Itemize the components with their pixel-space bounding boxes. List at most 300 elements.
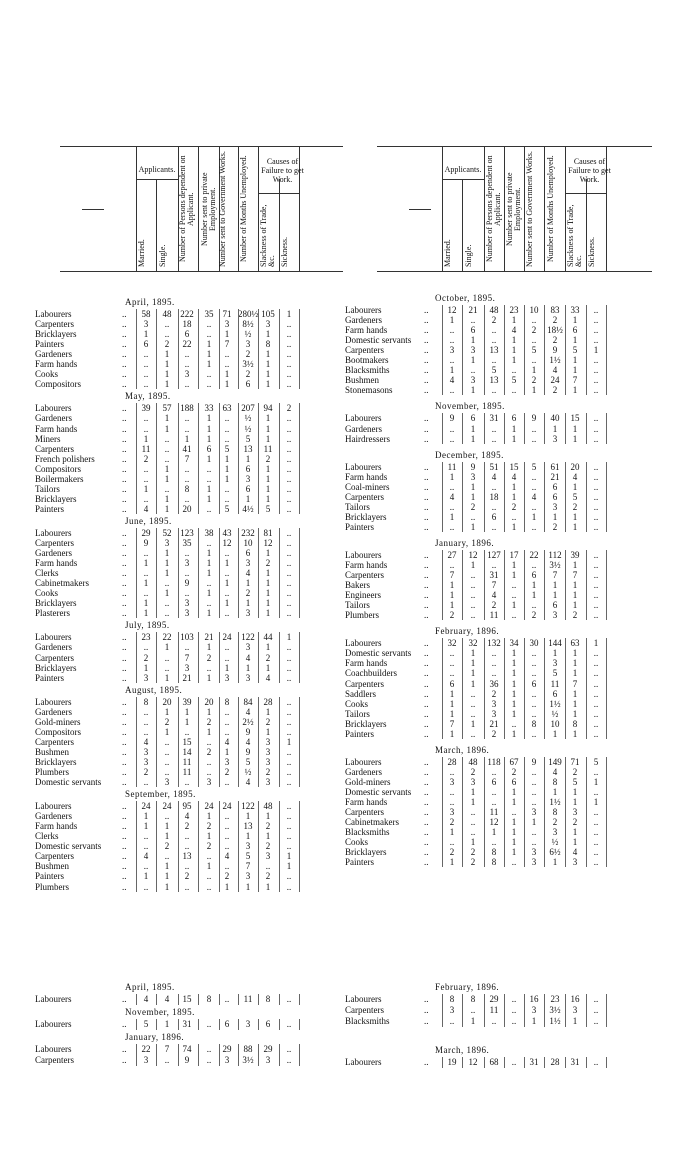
cell-value: 1 [143, 329, 149, 340]
cell-value: .. [286, 696, 292, 707]
cell-value: 1 [245, 598, 251, 609]
cell-value: .. [593, 315, 599, 326]
cell-value: 1 [206, 483, 212, 494]
cell-value: .. [531, 688, 537, 699]
cell-value: .. [593, 766, 599, 777]
cell-value: 21 [204, 632, 214, 643]
table-row: Bushmen .. 3 .. 14 2 1 9 3 .. [35, 747, 319, 758]
cell-value: ½ [551, 837, 559, 848]
cell-value: .. [143, 493, 149, 504]
occupation: Farm hands [35, 359, 78, 370]
cell-value: 3 [449, 1005, 455, 1015]
cell-value: 1 [572, 728, 578, 739]
cell-value: .. [164, 851, 170, 862]
cell-value: .. [164, 652, 170, 663]
cell-value: 1 [511, 678, 517, 689]
cell-value: 1 [470, 335, 476, 346]
cell-value: 6 [470, 413, 476, 424]
cell-value: 1 [265, 598, 271, 609]
cell-value: 1½ [549, 797, 561, 807]
cell-value: 7 [491, 580, 497, 591]
cell-value: 21 [550, 471, 560, 482]
cell-value: .. [184, 548, 190, 559]
cell-value: 29 [489, 994, 499, 1004]
cell-value: 21 [489, 718, 499, 729]
cell-value: 35 [204, 309, 214, 319]
cell-value: 4 [143, 851, 149, 862]
table-row: Clerks .. .. 1 .. 1 .. 1 1 .. [35, 831, 319, 842]
cell-value: 39 [182, 696, 192, 707]
table-row: Bricklayers .. 1 .. 6 .. 1 ½ 1 .. [35, 329, 319, 340]
occupation: Carpenters [345, 678, 384, 689]
cell-value: 3 [449, 345, 455, 356]
cell-value: .. [491, 335, 497, 346]
cell-value: 4 [164, 994, 170, 1004]
occupation: Labourers [345, 549, 382, 560]
occupation: Domestic servants [345, 335, 412, 346]
cell-value: .. [286, 359, 292, 370]
cell-value: 1 [511, 648, 517, 659]
cell-value: .. [286, 413, 292, 424]
cell-value: 2 [470, 501, 476, 512]
table-row: Gardeners .. .. 1 .. 1 .. 6 1 .. [35, 548, 319, 559]
cell-value: 39 [570, 549, 580, 560]
cell-value: 3 [184, 598, 190, 609]
cell-value: 7 [245, 861, 251, 872]
table-row: Bakers .. 1 .. 7 .. 1 1 1 .. [345, 580, 626, 591]
cell-value: 1 [265, 483, 271, 494]
cell-value: 3 [245, 608, 251, 619]
cell-value: 3 [265, 851, 271, 862]
cell-value: .. [224, 861, 230, 872]
cell-value: 12 [468, 1057, 478, 1067]
table-row: Labourers .. 28 48 118 67 9 149 71 5 [345, 757, 626, 768]
occupation: Gardeners [35, 349, 72, 360]
cell-value: 3 [572, 1005, 578, 1015]
cell-value: 48 [468, 756, 478, 767]
cell-value: .. [470, 580, 476, 591]
government-works-header: Number sent to Government Works. [525, 151, 534, 267]
cell-value: 2 [206, 746, 212, 757]
cell-value: .. [164, 767, 170, 777]
cell-value: 4 [511, 471, 517, 482]
occupation: Carpenters [35, 652, 74, 663]
cell-value: 6 [552, 600, 558, 611]
cell-value: .. [593, 481, 599, 492]
cell-value: .. [286, 473, 292, 484]
cell-value: .. [184, 777, 190, 788]
cell-value: .. [470, 817, 476, 828]
cell-value: 2 [265, 453, 271, 464]
cell-value: 8 [143, 696, 149, 707]
cell-value: 13 [243, 821, 253, 832]
cell-value: 1 [206, 811, 212, 822]
cell-value: .. [286, 767, 292, 777]
cell-value: 2 [491, 315, 497, 326]
cell-value: 4 [143, 736, 149, 747]
cell-value: .. [593, 570, 599, 581]
cell-value: .. [593, 501, 599, 512]
occupation: Plumbers [35, 881, 70, 892]
cell-value: 1 [206, 339, 212, 350]
occupation: Carpenters [35, 736, 74, 747]
cell-value: 1 [245, 881, 251, 892]
cell-value: 8 [265, 994, 271, 1004]
cell-value: 1 [552, 590, 558, 601]
cell-value: 5 [531, 461, 537, 472]
cell-value: .. [491, 481, 497, 492]
cell-value: 8 [449, 994, 455, 1004]
cell-value: 2 [572, 610, 578, 621]
occupation: Plumbers [35, 767, 70, 777]
cell-value: .. [224, 716, 230, 727]
cell-value: .. [286, 319, 292, 330]
cell-value: .. [286, 598, 292, 609]
cell-value: .. [224, 811, 230, 822]
occupation: Labourers [35, 801, 72, 812]
cell-value: 6 [184, 329, 190, 340]
cell-value: 1 [184, 716, 190, 727]
cell-value: 8 [572, 718, 578, 729]
cell-value: .. [184, 423, 190, 434]
cell-value: ½ [244, 423, 252, 434]
cell-value: .. [593, 423, 599, 434]
cell-value: .. [470, 688, 476, 699]
cell-value: .. [224, 548, 230, 559]
cell-value: 105 [261, 309, 275, 319]
occupation: Carpenters [345, 491, 384, 502]
cell-value: 3 [245, 1019, 251, 1029]
occupation: Cabinetmakers [345, 817, 399, 828]
cell-value: .. [224, 349, 230, 360]
cell-value: 38 [204, 527, 214, 538]
cell-value: .. [470, 698, 476, 709]
cell-value: .. [206, 319, 212, 330]
table-row: Gardeners .. .. 1 .. 1 .. 1 1 .. [345, 424, 626, 435]
cell-value: 118 [487, 756, 501, 767]
cell-value: 3 [164, 777, 170, 788]
cell-value: .. [184, 413, 190, 424]
cell-value: 9 [143, 538, 149, 548]
table-row: Farm hands .. .. 1 .. 1 .. ½ 1 .. [35, 424, 319, 435]
table-row: Labourers .. 19 12 68 .. 31 28 31 .. [345, 1057, 626, 1068]
cell-value: 8 [552, 776, 558, 787]
cell-value: 71 [570, 756, 580, 767]
table-row: Labourers .. 8 20 39 20 8 84 28 .. [35, 697, 319, 708]
cell-value: 33 [204, 403, 214, 414]
cell-value: 2 [470, 766, 476, 777]
cell-value: .. [206, 871, 212, 882]
cell-value: 1 [164, 359, 170, 370]
cell-value: 4 [143, 503, 149, 514]
cell-value: 15 [182, 994, 192, 1004]
cell-value: .. [449, 648, 455, 659]
cell-value: .. [224, 841, 230, 852]
cell-value: .. [593, 786, 599, 797]
cell-value: 27 [447, 549, 457, 560]
cell-value: 1 [470, 423, 476, 434]
cell-value: 5 [224, 503, 230, 514]
cell-value: 1 [164, 413, 170, 424]
cell-value: 232 [241, 527, 255, 538]
cell-value: .. [206, 1019, 212, 1029]
cell-value: .. [286, 538, 292, 548]
table-row: Labourers .. 58 48 222 35 71 280½ 105 1 [35, 309, 319, 320]
cell-value: .. [224, 359, 230, 370]
cell-value: 1 [206, 349, 212, 360]
cell-value: 74 [182, 1044, 192, 1054]
cell-value: 1 [265, 706, 271, 717]
cell-value: .. [511, 385, 517, 396]
cell-value: 1 [593, 776, 599, 787]
cell-value: 2 [449, 610, 455, 621]
cell-value: 24 [550, 375, 560, 386]
cell-value: 9 [449, 413, 455, 424]
cell-value: 1 [511, 315, 517, 326]
cell-value: 9 [531, 756, 537, 767]
cell-value: 1½ [549, 698, 561, 709]
occupation: Farm hands [35, 423, 78, 434]
cell-value: 20 [182, 503, 192, 514]
cell-value: 3 [552, 827, 558, 838]
cell-value: 44 [263, 632, 273, 643]
government-works-header: Number sent to Government Works. [218, 151, 227, 267]
cell-value: 2 [143, 767, 149, 777]
occupation: Labourers [345, 305, 382, 315]
cell-value: 1 [449, 471, 455, 482]
cell-value: 12 [447, 305, 457, 315]
cell-value: 24 [222, 801, 232, 812]
cell-value: .. [491, 837, 497, 848]
cell-value: 2 [164, 339, 170, 350]
occupation: Bricklayers [345, 511, 387, 522]
cell-value: 1 [265, 588, 271, 599]
cell-value: 6 [491, 511, 497, 522]
cell-value: 2 [245, 349, 251, 360]
cell-value: 3 [184, 369, 190, 380]
occupation: Labourers [345, 1057, 382, 1067]
cell-value: 1 [572, 511, 578, 522]
cell-value: 2 [552, 315, 558, 326]
table-row: Gardeners .. .. 1 .. 1 .. ½ 1 .. [35, 413, 319, 424]
cell-value: .. [224, 706, 230, 717]
cell-value: 1 [143, 811, 149, 822]
table-row: Boilermakers .. .. 1 .. .. 1 3 1 .. [35, 474, 319, 485]
cell-value: 1 [224, 881, 230, 892]
cell-value: 2 [224, 871, 230, 882]
cell-value: 1 [593, 345, 599, 356]
cell-value: 122 [241, 801, 255, 812]
cell-value: 3 [531, 1005, 537, 1015]
cell-value: 10 [550, 718, 560, 729]
sickness-header: Sickness. [280, 237, 289, 267]
cell-value: 2 [143, 652, 149, 663]
cell-value: 1 [470, 678, 476, 689]
cell-value: .. [224, 423, 230, 434]
cell-value: .. [449, 658, 455, 669]
cell-value: .. [593, 375, 599, 386]
cell-value: 8 [491, 847, 497, 858]
cell-value: 1 [511, 837, 517, 848]
cell-value: 2 [206, 716, 212, 727]
cell-value: .. [511, 807, 517, 818]
table-row: Compositors .. .. 1 .. .. 1 6 1 .. [35, 464, 319, 475]
occupation: Bricklayers [35, 756, 77, 767]
cell-value: .. [470, 570, 476, 581]
cell-value: 28 [447, 756, 457, 767]
cell-value: 3½ [549, 1005, 561, 1015]
occupation: Carpenters [35, 538, 74, 548]
cell-value: 1 [206, 493, 212, 504]
cell-value: 1 [224, 329, 230, 340]
cell-value: .. [593, 600, 599, 611]
cell-value: .. [206, 881, 212, 892]
cell-value: .. [449, 786, 455, 797]
cell-value: 2 [164, 841, 170, 852]
cell-value: .. [206, 329, 212, 340]
cell-value: 1 [572, 658, 578, 669]
cell-value: 1 [164, 726, 170, 737]
cell-value: .. [491, 560, 497, 570]
month-heading: August, 1895. [125, 684, 183, 695]
cell-value: 1 [511, 491, 517, 502]
occupation: Domestic servants [345, 786, 412, 797]
table-row: Labourers .. 12 21 48 23 10 83 33 .. [345, 305, 626, 316]
cell-value: 1 [572, 688, 578, 699]
cell-value: .. [143, 413, 149, 424]
cell-value: .. [491, 786, 497, 797]
cell-value: .. [593, 1005, 599, 1015]
table-row: Carpenters .. 3 3 13 1 5 9 5 1 [345, 345, 626, 356]
cell-value: 17 [509, 549, 519, 560]
cell-value: .. [593, 837, 599, 848]
occupation: Saddlers [345, 688, 376, 699]
occupation: Blacksmiths [345, 365, 390, 376]
cell-value: 1 [265, 433, 271, 444]
cell-value: 1 [286, 632, 292, 643]
occupation: Gold-miners [345, 776, 391, 787]
cell-value: .. [206, 1044, 212, 1054]
cell-value: 1 [245, 831, 251, 842]
cell-value: 6 [143, 339, 149, 350]
cell-value: .. [286, 811, 292, 822]
cell-value: .. [164, 662, 170, 673]
cell-value: 1 [143, 662, 149, 673]
occupation: Carpenters [35, 443, 74, 454]
cell-value: 1 [164, 821, 170, 832]
cell-value: 84 [243, 696, 253, 707]
cell-value: 3 [143, 746, 149, 757]
cell-value: .. [593, 1057, 599, 1067]
cell-value: 4 [511, 325, 517, 336]
cell-value: 6 [572, 325, 578, 336]
cell-value: 4½ [242, 503, 254, 514]
cell-value: 7 [164, 1044, 170, 1054]
occupation: Carpenters [345, 570, 384, 581]
cell-value: .. [184, 349, 190, 360]
cell-value: 19 [447, 1057, 457, 1067]
cell-value: .. [143, 349, 149, 360]
cell-value: 1 [552, 648, 558, 659]
cell-value: 1 [470, 560, 476, 570]
occupation: Gardeners [345, 423, 382, 434]
cell-value: 3 [491, 698, 497, 709]
month-heading: April, 1895. [125, 982, 175, 992]
cell-value: 1 [572, 335, 578, 346]
cell-value: 6 [511, 413, 517, 424]
cell-value: .. [593, 471, 599, 482]
cell-value: .. [470, 807, 476, 818]
cell-value: 1 [552, 423, 558, 434]
cell-value: 21 [182, 672, 192, 683]
cell-value: 1 [265, 608, 271, 619]
occupation: Labourers [35, 309, 72, 319]
cell-value: 3½ [242, 359, 254, 370]
cell-value: 5 [593, 756, 599, 767]
cell-value: 48 [263, 801, 273, 812]
cell-value: 1 [206, 642, 212, 653]
table-row: Bushmen .. .. 1 .. 1 .. 7 .. 1 [35, 861, 319, 872]
cell-value: 1 [531, 365, 537, 376]
cell-value: 1 [470, 521, 476, 532]
cell-value: 1 [449, 857, 455, 868]
cell-value: 6 [531, 678, 537, 689]
cell-value: 1½ [549, 1016, 561, 1026]
cell-value: 8 [265, 339, 271, 350]
cell-value: 1 [531, 385, 537, 396]
cell-value: 16 [529, 994, 539, 1004]
cell-value: 127 [487, 549, 501, 560]
occupation: Labourers [345, 994, 382, 1004]
cell-value: 33 [570, 305, 580, 315]
table-row: Carpenters .. 4 1 18 1 4 6 5 .. [345, 492, 626, 503]
occupation: Cooks [35, 588, 59, 599]
cell-value: 11 [141, 443, 151, 454]
cell-value: 1 [572, 580, 578, 591]
cell-value: 2 [449, 847, 455, 858]
cell-value: 1 [245, 578, 251, 589]
cell-value: .. [224, 821, 230, 832]
cell-value: 1 [184, 706, 190, 717]
cell-value: .. [511, 857, 517, 868]
cell-value: 4 [552, 365, 558, 376]
cell-value: .. [470, 600, 476, 611]
slackness-header: Slackness of Trade, &c. [566, 204, 583, 267]
cell-value: .. [164, 453, 170, 464]
occupation: Engineers [345, 590, 381, 601]
cell-value: .. [286, 548, 292, 559]
occupation: Painters [35, 672, 64, 683]
cell-value: .. [184, 588, 190, 599]
cell-value: 88 [243, 1044, 253, 1054]
cell-value: 1 [164, 861, 170, 872]
cell-value: 2 [491, 688, 497, 699]
cell-value: 7 [184, 453, 190, 464]
cell-value: .. [206, 379, 212, 390]
cell-value: 1 [572, 355, 578, 366]
cell-value: 1 [511, 668, 517, 679]
occupation: Bricklayers [345, 847, 387, 858]
cell-value: 123 [180, 527, 194, 538]
private-employment-header: Number sent to private Employment. [200, 172, 217, 246]
cell-value: 20 [162, 696, 172, 707]
occupation: Tailors [345, 708, 370, 719]
cell-value: 4 [224, 851, 230, 862]
cell-value: 24 [204, 801, 214, 812]
occupation: Carpenters [345, 345, 384, 356]
causes-header: Causes of Failure to get Work. [261, 157, 304, 184]
cell-value: 29 [263, 1044, 273, 1054]
